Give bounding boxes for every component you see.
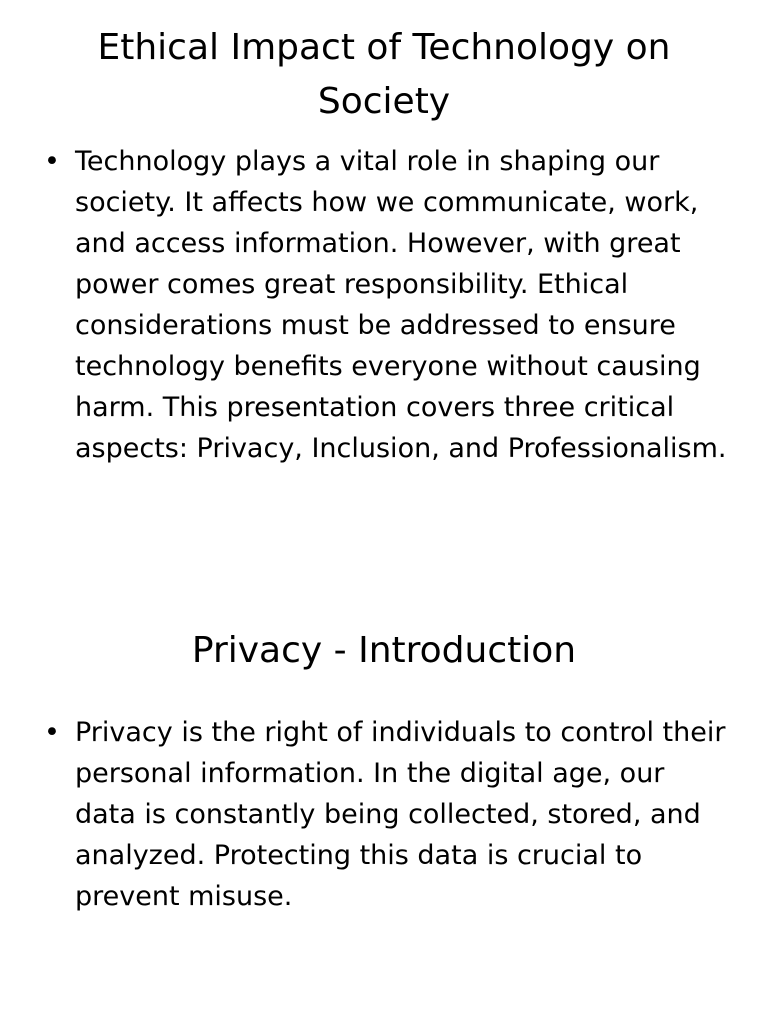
bullet-item (0, 141, 768, 469)
bullet-text: Privacy is the right of individuals to control their personal information. In the digital age, our data is constantly being collected, stored, and analyzed. Protecting this data is crucial to prevent misuse. (75, 717, 726, 912)
bullet-item (0, 712, 768, 917)
slide-title: Privacy - Introduction (191, 630, 577, 671)
slide-title: Ethical Impact of Technology on Society (97, 27, 671, 122)
bullet-text: Technology plays a vital role in shaping our society. It affects how we communicate, work, and access information. However, with great power comes great responsibility. Ethical considerations must be addressed to ensure technology benefits everyone without causing harm. This presentation covers three critical aspects: Privacy, Inclusion, and Professionalism. (75, 146, 727, 464)
bullet-icon: • (44, 717, 60, 748)
bullet-icon: • (44, 146, 60, 177)
bullet-list (0, 141, 768, 469)
slide-ethical-impact (0, 21, 768, 469)
slide-privacy-introduction (0, 624, 768, 917)
bullet-list (0, 712, 768, 917)
